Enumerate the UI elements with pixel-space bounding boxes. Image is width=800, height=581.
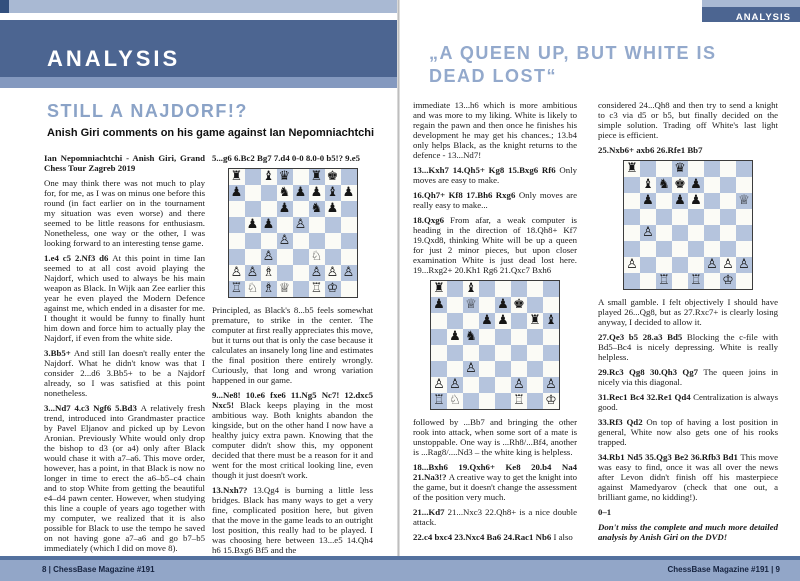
board-square — [624, 241, 640, 257]
board-square — [495, 361, 511, 377]
board-square — [277, 217, 293, 233]
board-square — [245, 249, 261, 265]
board-square — [527, 281, 543, 297]
board-square — [736, 241, 752, 257]
chess-diagram-d1 — [228, 168, 358, 298]
pull-quote-line2: DEAD LOST“ — [429, 66, 558, 86]
board-square — [341, 233, 357, 249]
board-square — [640, 161, 656, 177]
board-square — [495, 345, 511, 361]
black-piece-square: ♞ — [309, 201, 325, 217]
annotated-move-paragraph: 22.c4 bxc4 23.Nxc4 Ba6 24.Rac1 Nb6 I also — [413, 532, 573, 542]
annotated-move-paragraph: 33.Rf3 Qd2 On top of having a lost position in general, White now also gets one of his rooks trapped. — [598, 417, 778, 447]
board-square — [495, 329, 511, 345]
board-square — [479, 329, 495, 345]
white-piece-square: ♗ — [261, 265, 277, 281]
board-square — [704, 225, 720, 241]
page-gutter — [397, 0, 400, 581]
board-square — [736, 273, 752, 289]
board-square — [341, 169, 357, 185]
board-square — [447, 361, 463, 377]
black-piece-square: ♟ — [341, 185, 357, 201]
board-square — [293, 201, 309, 217]
board-square — [656, 241, 672, 257]
white-piece-square: ♖ — [511, 393, 527, 409]
commentary-paragraph: considered 24...Qh8 and then try to send a knight to c3 via d5 or b5, but finally decided on the simple solution. Trading off White's last light piece is efficient. — [598, 100, 778, 140]
board-square — [527, 345, 543, 361]
commentary-paragraph: One may think there was not much to play for, for me, as I was on minus one before this round (in fact earlier on in the tournament my situation was even worse) and there seemed to be little reasons for enthusiasm. Nonetheless, one way or the other, I was looking forward to an interesting tense game. — [44, 178, 205, 248]
board-square — [720, 209, 736, 225]
white-piece-square: ♘ — [245, 281, 261, 297]
white-piece-square: ♙ — [720, 257, 736, 273]
board-square — [341, 217, 357, 233]
white-piece-square: ♙ — [277, 233, 293, 249]
board-square — [656, 161, 672, 177]
black-piece-square: ♟ — [447, 329, 463, 345]
black-piece-square: ♝ — [463, 281, 479, 297]
black-piece-square: ♟ — [309, 185, 325, 201]
left-page-header-subband — [0, 77, 397, 88]
board-square — [720, 177, 736, 193]
annotated-move-paragraph: 31.Rec1 Bc4 32.Re1 Qd4 Centralization is always good. — [598, 392, 779, 412]
board-square — [543, 297, 559, 313]
black-piece-square: ♟ — [245, 217, 261, 233]
pull-quote-line1: „A QUEEN UP, BUT WHITE IS — [429, 43, 717, 63]
board-square — [325, 217, 341, 233]
white-piece-square: ♗ — [261, 281, 277, 297]
right-page-header-title: ANALYSIS — [735, 12, 791, 23]
board-square — [511, 361, 527, 377]
board-square — [624, 273, 640, 289]
board-square — [495, 281, 511, 297]
black-piece-square: ♟ — [688, 177, 704, 193]
board-square — [720, 241, 736, 257]
board-square — [261, 233, 277, 249]
board-square — [229, 249, 245, 265]
board-square — [656, 257, 672, 273]
annotated-move-paragraph: 21...Kd7 21...Nxc3 22.Qh8+ is a nice double attack. — [413, 507, 577, 527]
board-square — [656, 193, 672, 209]
annotated-move-paragraph: 9...Ne8! 10.e6 fxe6 11.Ng5 Nc7! 12.dxc5 Nxc5! Black keeps playing in the most ambitious way. Both knights abandon the kingside, but on the other hand I now have a healthy juicy extra pawn. Knowing that the computer didn't show this, my opponent decided that there must be a reason for it and went for the most critical looking line, even though it just doesn't work. — [212, 390, 373, 480]
board-square — [672, 273, 688, 289]
commentary-paragraph: A small gamble. I felt objectively I should have played 26...Qg8, but as 27.Rxc7+ is clearly losing anyway, I decided to allow it. — [598, 297, 778, 327]
board-square — [463, 393, 479, 409]
board-square — [640, 273, 656, 289]
white-piece-square: ♖ — [431, 393, 447, 409]
board-square — [704, 177, 720, 193]
black-piece-square: ♛ — [277, 169, 293, 185]
board-square — [293, 265, 309, 281]
white-piece-square: ♔ — [720, 273, 736, 289]
black-piece-square: ♞ — [656, 177, 672, 193]
black-piece-square: ♟ — [325, 201, 341, 217]
board-square — [293, 249, 309, 265]
left-page-corner-block — [0, 0, 9, 13]
footer-band — [0, 560, 800, 581]
white-piece-square: ♙ — [261, 249, 277, 265]
board-square — [688, 257, 704, 273]
board-square — [511, 345, 527, 361]
board-square — [688, 225, 704, 241]
right-column-1 — [413, 100, 577, 547]
board-square — [479, 377, 495, 393]
board-square — [341, 201, 357, 217]
black-piece-square: ♚ — [672, 177, 688, 193]
board-square — [495, 377, 511, 393]
black-piece-square: ♟ — [479, 313, 495, 329]
board-square — [479, 393, 495, 409]
board-square — [543, 281, 559, 297]
board-square — [704, 209, 720, 225]
board-square — [640, 257, 656, 273]
commentary-paragraph: followed by ...Bb7 and bringing the other rook into attack, when some sort of a mate is unstoppable. One way is ...Rh8/...Bf4, another is ...Rag8/....Nd3 – the white king is helpless. — [413, 417, 577, 457]
white-piece-square: ♘ — [447, 393, 463, 409]
board-square — [245, 233, 261, 249]
white-piece-square: ♙ — [341, 265, 357, 281]
white-piece-square: ♕ — [736, 193, 752, 209]
board-square — [431, 361, 447, 377]
right-page-header-tab — [702, 7, 800, 22]
board-square — [277, 265, 293, 281]
board-square — [309, 217, 325, 233]
black-piece-square: ♜ — [624, 161, 640, 177]
board-square — [447, 281, 463, 297]
board-square — [463, 345, 479, 361]
board-square — [229, 201, 245, 217]
board-square — [341, 281, 357, 297]
article-title: STILL A NAJDORF!? — [47, 101, 248, 121]
board-square — [277, 249, 293, 265]
annotated-move-paragraph: 3...Nd7 4.c3 Ngf6 5.Bd3 A relatively fresh trend, introduced into Grandmaster practice by Pavel Eljanov and picked up by Levon Aronian. Previously White would only drop the bishop to d3 (or a4) only after Black would chase it with a7–a6. This move order, however, has a point, in that Black is now no longer in time to erect the a6–b5–c4 chain and to stop White from getting the beautiful e4–d4 pawn center. However, when studying this line a couple of years ago together with my computer, we realized that it is also possible for Black to use the tempo he saved on not having gone a7–a6 and go b7–b5 immediately (which I did on move 8). — [44, 403, 205, 553]
board-square — [736, 225, 752, 241]
board-square — [261, 185, 277, 201]
board-square — [704, 161, 720, 177]
white-piece-square: ♙ — [229, 265, 245, 281]
moves-line: 5...g6 6.Bc2 Bg7 7.d4 0-0 8.0-0 b5!? 9.e5 — [212, 153, 361, 163]
board-square — [624, 225, 640, 241]
white-piece-square: ♘ — [309, 249, 325, 265]
black-piece-square: ♞ — [463, 329, 479, 345]
white-piece-square: ♔ — [325, 281, 341, 297]
white-piece-square: ♙ — [309, 265, 325, 281]
black-piece-square: ♝ — [325, 185, 341, 201]
right-column-2 — [598, 100, 778, 547]
board-square — [479, 281, 495, 297]
board-square — [704, 273, 720, 289]
board-square — [527, 377, 543, 393]
annotated-move-paragraph: 3.Bb5+ And still Ian doesn't really enter the Najdorf. What he didn't know was that I consider 2...d6 3.Bb5+ to be a Najdorf already, so I was satisfied at this point nonetheless. — [44, 348, 205, 398]
board-square — [447, 313, 463, 329]
annotated-move-paragraph: 13...Kxh7 14.Qh5+ Kg8 15.Bxg6 Rf6 Only moves are easy to make. — [413, 165, 577, 185]
annotated-move-paragraph: 13.Nxh7? 13.Qg4 is burning a little less bridges. Black has many ways to get a very fine, complicated position here, but given that the move in the game leads to an outright lost position, this really had to be played. I was choosing here between 13...e5 14.Qh4 h6 15.Bxg6 Bf5 and the — [212, 485, 373, 555]
board-square — [293, 281, 309, 297]
board-square — [527, 329, 543, 345]
black-piece-square: ♜ — [527, 313, 543, 329]
board-square — [688, 241, 704, 257]
board-square — [229, 217, 245, 233]
board-square — [293, 233, 309, 249]
board-square — [704, 241, 720, 257]
left-page-header-band — [0, 20, 397, 77]
board-square — [672, 241, 688, 257]
board-square — [511, 281, 527, 297]
board-square — [229, 233, 245, 249]
black-piece-square: ♚ — [511, 297, 527, 313]
board-square — [688, 209, 704, 225]
white-piece-square: ♙ — [640, 225, 656, 241]
left-column-1 — [44, 153, 205, 558]
board-square — [736, 177, 752, 193]
white-piece-square: ♙ — [431, 377, 447, 393]
board-square — [511, 329, 527, 345]
board-square — [245, 169, 261, 185]
white-piece-square: ♕ — [463, 297, 479, 313]
board-square — [309, 233, 325, 249]
board-square — [656, 209, 672, 225]
right-page-tab-strip — [702, 0, 800, 7]
board-square — [463, 313, 479, 329]
black-piece-square: ♟ — [261, 217, 277, 233]
white-piece-square: ♙ — [736, 257, 752, 273]
board-square — [720, 193, 736, 209]
left-column-2 — [212, 153, 373, 560]
dvd-note: Don't miss the complete and much more detailed analysis by Anish Giri on the DVD! — [598, 522, 778, 542]
black-piece-square: ♜ — [229, 169, 245, 185]
board-square — [245, 201, 261, 217]
white-piece-square: ♖ — [688, 273, 704, 289]
board-square — [527, 393, 543, 409]
board-square — [431, 345, 447, 361]
black-piece-square: ♞ — [277, 185, 293, 201]
white-piece-square: ♕ — [277, 281, 293, 297]
black-piece-square: ♟ — [495, 297, 511, 313]
board-square — [447, 345, 463, 361]
black-piece-square: ♜ — [431, 281, 447, 297]
annotated-move-paragraph: 18...Bxh6 19.Qxh6+ Ke8 20.b4 Na4 21.Na3!? A creative way to get the knight into the game, but it doesn't change the assessment of the position very much. — [413, 462, 577, 502]
board-square — [479, 361, 495, 377]
commentary-paragraph: immediate 13...h6 which is more ambitious and was more to my liking. White is likely to regain the pawn and then once he finishes his development he may get his chances.; 13.b4 only helps Black, as the knight returns to the defence - 13...Nd7! — [413, 100, 577, 160]
board-square — [431, 329, 447, 345]
footer-page-number-left: 8 | ChessBase Magazine #191 — [42, 565, 155, 574]
board-square — [431, 313, 447, 329]
black-piece-square: ♝ — [261, 169, 277, 185]
chess-diagram-d3 — [623, 160, 753, 290]
board-square — [527, 297, 543, 313]
board-square — [447, 297, 463, 313]
black-piece-square: ♟ — [495, 313, 511, 329]
board-square — [704, 193, 720, 209]
board-square — [624, 209, 640, 225]
board-square — [261, 201, 277, 217]
white-piece-square: ♙ — [543, 377, 559, 393]
white-piece-square: ♙ — [704, 257, 720, 273]
black-piece-square: ♛ — [672, 161, 688, 177]
commentary-paragraph: Principled, as Black's 8...b5 feels somewhat premature, to strike in the center. The computer at first really appreciates this move, but it turns out that is only the case because it calculates an insanely long line and estimates the final position there entirely wrongly. Curiously, that long and wrong variation happened in our game. — [212, 305, 373, 385]
moves-line: 25.Nxb6+ axb6 26.Rfe1 Bb7 — [598, 145, 703, 155]
board-square — [736, 161, 752, 177]
left-page-header-title: ANALYSIS — [47, 46, 181, 71]
board-square — [672, 209, 688, 225]
white-piece-square: ♔ — [543, 393, 559, 409]
board-square — [245, 185, 261, 201]
game-header: Ian Nepomniachtchi - Anish Giri, Grand Chess Tour Zagreb 2019 — [44, 153, 205, 173]
black-piece-square: ♟ — [431, 297, 447, 313]
board-square — [656, 225, 672, 241]
annotated-move-paragraph: 18.Qxg6 From afar, a weak computer is heading in the direction of 18.Qh8+ Kf7 19.Qxd8, thinking White will be up a queen for just 2 minor pieces, but upon closer examination White is just dead lost here. 19...Rxg2+ 20.Kh1 Rg6 21.Qxc7 Bxh6 — [413, 215, 577, 275]
white-piece-square: ♖ — [656, 273, 672, 289]
white-piece-square: ♙ — [245, 265, 261, 281]
black-piece-square: ♟ — [277, 201, 293, 217]
footer-page-number-right: ChessBase Magazine #191 | 9 — [667, 565, 780, 574]
white-piece-square: ♙ — [511, 377, 527, 393]
board-square — [479, 297, 495, 313]
board-square — [495, 393, 511, 409]
board-square — [543, 345, 559, 361]
white-piece-square: ♙ — [325, 265, 341, 281]
left-page-top-strip — [0, 0, 397, 13]
board-square — [325, 233, 341, 249]
board-square — [624, 193, 640, 209]
board-square — [624, 177, 640, 193]
board-square — [736, 209, 752, 225]
board-square — [527, 361, 543, 377]
chess-diagram-d2 — [430, 280, 560, 410]
board-square — [463, 377, 479, 393]
black-piece-square: ♟ — [672, 193, 688, 209]
board-square — [672, 257, 688, 273]
game-result: 0–1 — [598, 507, 612, 517]
black-piece-square: ♟ — [688, 193, 704, 209]
board-square — [688, 161, 704, 177]
white-piece-square: ♙ — [463, 361, 479, 377]
board-square — [640, 241, 656, 257]
black-piece-square: ♝ — [640, 177, 656, 193]
pull-quote-title — [429, 42, 717, 88]
board-square — [479, 345, 495, 361]
board-square — [293, 169, 309, 185]
white-piece-square: ♖ — [229, 281, 245, 297]
white-piece-square: ♖ — [309, 281, 325, 297]
board-square — [511, 313, 527, 329]
black-piece-square: ♚ — [325, 169, 341, 185]
board-square — [720, 225, 736, 241]
black-piece-square: ♟ — [229, 185, 245, 201]
black-piece-square: ♝ — [543, 313, 559, 329]
white-piece-square: ♙ — [624, 257, 640, 273]
board-square — [325, 249, 341, 265]
board-square — [341, 249, 357, 265]
annotated-move-paragraph: 1.e4 c5 2.Nf3 d6 At this point in time Ian seemed to at all cost avoid playing the Najdorf, which used to always be his main weapon as Black. In Wijk aan Zee earlier this year he even played the Modern Defence against me, which ended in a disaster for me. I thought it would be funny to finally hunt him down and force him to actually play the Najdorf, if even from the white side. — [44, 253, 205, 343]
annotated-move-paragraph: 16.Qh7+ Kf8 17.Bh6 Rxg6 Only moves are really easy to make... — [413, 190, 578, 210]
black-piece-square: ♟ — [293, 185, 309, 201]
white-piece-square: ♙ — [447, 377, 463, 393]
annotated-move-paragraph: 34.Rb1 Nd5 35.Qg3 Be2 36.Rfb3 Bd1 This move was easy to find, once it was all over the news after Levon didn't finish off his masterpiece against Mamedyarov (check that one out, a brilliant game, no kidding!). — [598, 452, 779, 502]
board-square — [640, 209, 656, 225]
black-piece-square: ♟ — [640, 193, 656, 209]
annotated-move-paragraph: 29.Rc3 Qg8 30.Qh3 Qg7 The queen joins in nicely via this diagonal. — [598, 367, 778, 387]
article-subtitle: Anish Giri comments on his game against Ian Nepomniachtchi — [47, 127, 375, 139]
white-piece-square: ♙ — [293, 217, 309, 233]
board-square — [543, 329, 559, 345]
annotated-move-paragraph: 27.Qe3 b5 28.a3 Bd5 Blocking the c-file with Bd5–Bc4 is nicely depressing. White is really helpless. — [598, 332, 778, 362]
board-square — [543, 361, 559, 377]
black-piece-square: ♜ — [309, 169, 325, 185]
board-square — [720, 161, 736, 177]
board-square — [672, 225, 688, 241]
